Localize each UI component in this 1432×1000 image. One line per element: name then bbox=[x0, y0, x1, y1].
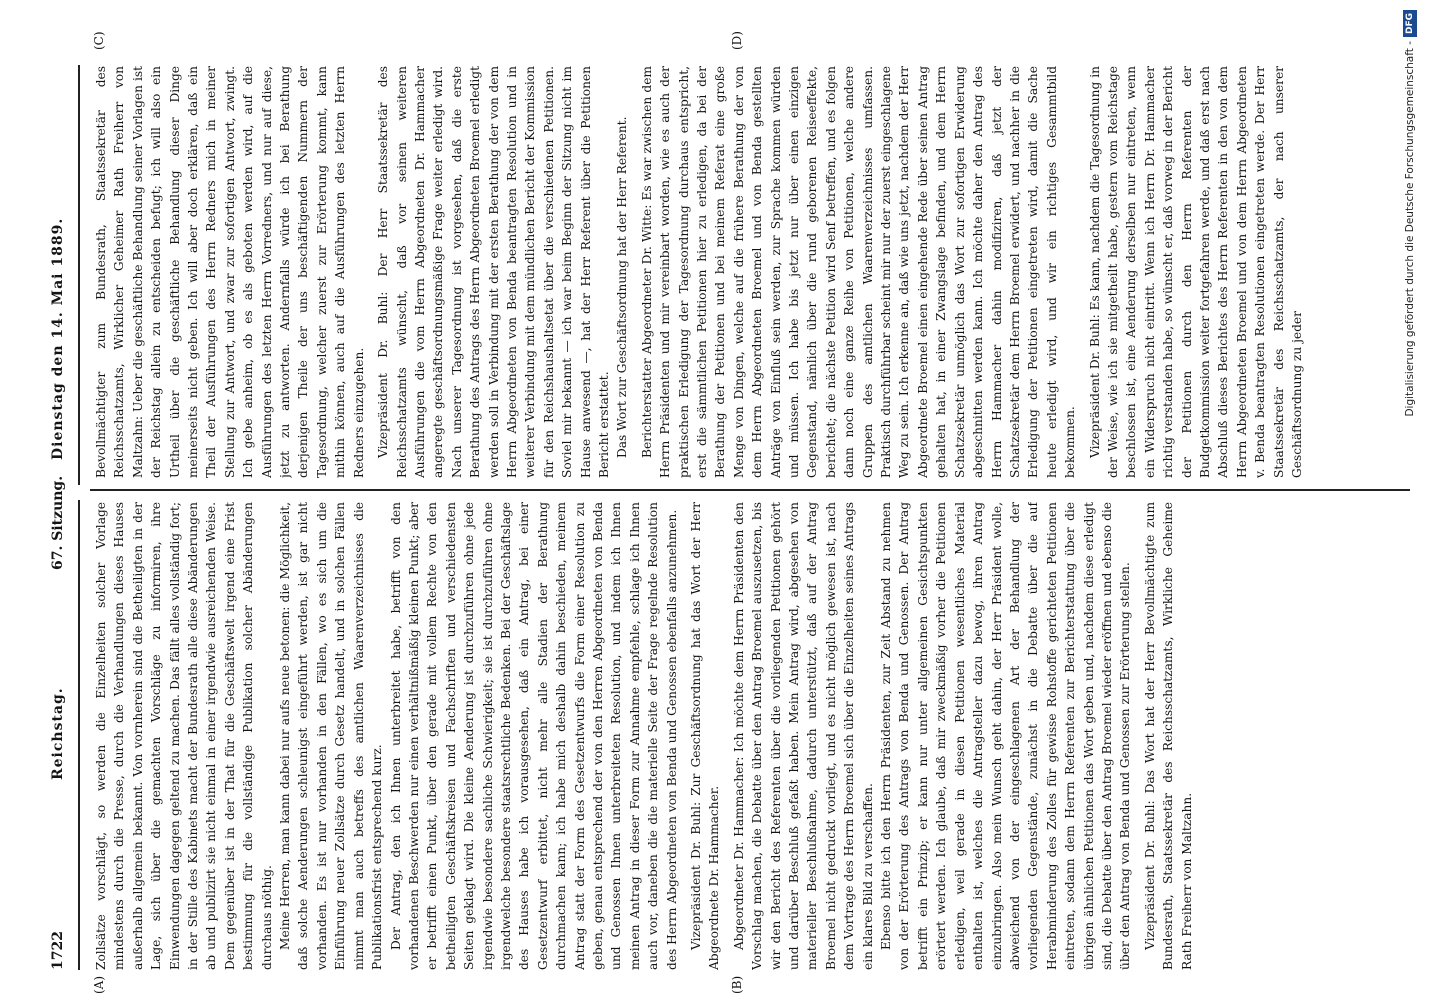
text-column-right bbox=[92, 66, 1422, 478]
page-header-right bbox=[50, 40, 80, 480]
paragraph: Vizepräsident Dr. Buhl: Der Herr Staatssekretär des Reichsschatzamts wünscht, daß vor seinen weiteren Ausführungen die vom Herrn Abgeordneten Dr. Hammacher angeregte geschäftsordnungsmäßige Frage weiter erledigt wird. Nach unserer Tagesordnung ist vorgesehen, daß die erste Berathung des Antrags des Herrn Abgeordneten Broemel erledigt werden soll in Verbindung mit der ersten Berathung der von dem Herrn Abgeordneten von Benda beantragten Resolution und in weiterer Verbindung mit dem mündlichen Bericht der Kommission für den Reichshaushaltsetat über die verschiedenen Petitionen. Soviel mir bekannt — ich war beim Beginn der Sitzung nicht im Hause anwesend —, hat der Herr Referent über die Petitionen Bericht erstattet. bbox=[376, 66, 611, 478]
paragraph: Abgeordneter Dr. Hammacher: Ich möchte dem Herrn Präsidenten den Vorschlag machen, die Debatte über den Antrag Broemel auszusetzen, bis wir den Bericht des Referenten über die vorliegenden Petitionen gehört und darüber Beschluß gefaßt haben. Mein Antrag wird, abgesehen von materieller Beschlußnahme, dadurch unterstützt, daß auf der Antrag Broemel nicht gedruckt vorliegt, und es nicht möglich gewesen ist, nach dem Vortrage des Herrn Broemel sich über die Einzelheiten seines Antrags ein klares Bild zu verschaffen. bbox=[731, 502, 875, 970]
credit-text: Digitalisierung gefördert durch die Deutsche Forschungsgemeinschaft - bbox=[1404, 41, 1416, 417]
paragraph: Vizepräsident Dr. Buhl: Zur Geschäftsordnung hat das Wort der Herr Abgeordnete Dr. Hammacher. bbox=[689, 502, 722, 970]
margin-label-b: (B) bbox=[730, 975, 744, 994]
dfg-logo: DFG bbox=[1403, 10, 1417, 37]
page-header-left bbox=[50, 450, 80, 970]
session-date: Dienstag den 14. Mai 1889. bbox=[50, 217, 66, 460]
paragraph: Das Wort zur Geschäftsordnung hat der Herr Referent. bbox=[615, 116, 630, 458]
text-column-left bbox=[92, 502, 1422, 970]
margin-label-d: (D) bbox=[730, 31, 744, 50]
paragraph: Zollsätze vorschlägt, so werden die Einzelheiten solcher Vorlage mindestens durch die Presse, durch die Verhandlungen dieses Hauses außerhalb allgemein bekannt. Von vornherein sind die Betheiligten in der Lage, sich über die gemachten Vorschläge zu informiren, ihre Einwendungen dagegen geltend zu machen. Das fällt alles vollständig fort; in der Stille des Kabinets macht der Bundesrath alle diese Abänderungen ab und publizirt sie nicht einmal in einer irgendwie ausreichenden Weise. Dem gegenüber ist in der That für die Geschäftswelt irgend eine Frist bestimmung für die vollständige Publikation solcher Abänderungen durchaus nöthig. bbox=[94, 502, 274, 970]
paragraph: Vizepräsident Dr. Buhl: Das Wort hat der Herr Bevollmächtigte zum Bundesrath, Staatssekretär des Reichsschatzamts, Wirkliche Geheime Rath Freiherr von Maltzahn. bbox=[1142, 502, 1194, 970]
column-divider bbox=[90, 489, 1410, 491]
paragraph: Der Antrag, den ich Ihnen unterbreitet habe, betrifft von den vorhandenen Beschwerden nur einen verhältnißmäßig kleinen Punkt; aber er betrifft einen Punkt, über den gerade mit vollem Rechte von den betheiligten Geschäftskreisen und Fachschriften und verschiedensten Seiten geklagt wird. Die kleine Aenderung ist durchzuführen ohne jede irgendwie besondere sachliche Schwierigkeit; sie ist durchzuführen ohne irgendwelche besondere staatsrechtliche Bedenken. Bei der Geschäftslage des Hauses habe ich vorausgesehen, daß ein Antrag, bei einer Gesetzentwurf erbittet, nicht mehr alle Stadien der Berathung durchmachen kann; ich habe mich deshalb dahin beschieden, meinem Antrag statt der Form des Gesetzentwurfs die Form einer Resolution zu geben, genau entsprechend der von den Herren Abgeordneten von Benda und Genossen Ihnen unterbreiteten Resolution, und indem ich Ihnen meinen Antrag in dieser Form zur Annahme empfehle, schlage ich Ihnen auch vor, daneben die die materielle Seite der Frage regelnde Resolution des Herrn Abgeordneten von Benda und Genossen ebenfalls anzunehmen. bbox=[388, 502, 679, 970]
margin-label-a: (A) bbox=[92, 975, 106, 994]
margin-label-c: (C) bbox=[92, 31, 106, 50]
paragraph: Vizepräsident Dr. Buhl: Es kann, nachdem die Tagesordnung in der Weise, wie ich sie mitgetheilt habe, gestern vom Reichstage beschlossen ist, eine Aenderung derselben nur eintreten, wenn ein Widerspruch nicht eintritt. Wenn ich Herrn Dr. Hammacher richtig verstanden habe, so wünscht er, daß vorweg in der Bericht der Petitionen durch den Herrn Referenten der Budgetkommission weiter fortgefahren werde, und daß erst nach Abschluß dieses Berichtes des Herrn Referenten in den von dem Herrn Abgeordneten Broemel und von dem Herrn Abgeordneten v. Benda beantragten Resolutionen eingetreten werde. Der Herr Staatssekretär des Reichsschatzamts, der nach unserer Geschäftsordnung zu jeder bbox=[1087, 66, 1304, 478]
publication-title: Reichstag. bbox=[50, 687, 66, 780]
header-rule-right bbox=[78, 65, 80, 485]
paragraph: Berichterstatter Abgeordneter Dr. Witte: Es war zwischen dem Herrn Präsidenten und mir vereinbart worden, wie es auch der praktischen Erledigung der Tagesordnung durchaus entspricht, erst die sämmtlichen Petitionen hier zu erledigen, da bei der Berathung der Petitionen und bei meinem Referat eine große Menge von Dingen, welche auf die frühere Berathung der von dem Herrn Abgeordneten Broemel und von Benda gestellten Anträge von Einfluß sein werden, zur Sprache kommen würden und müssen. Ich habe bis jetzt nur über einen einzigen Gegenstand, nämlich über die rund geborenen Reiseeffekte, berichtet; die nächste Petition wird Senf betreffen, und es folgen dann noch eine ganze Reihe von Petitionen, welche andere Gruppen des amtlichen Waarenverzeichnisses umfassen. Praktisch durchführbar scheint mir nur der zuerst eingeschlagene Weg zu sein. Ich erkenne an, daß wie uns jetzt, nachdem der Herr Abgeordnete Broemel einen eingehende Rede über seinen Antrag gehalten hat, in einer Zwangslage befinden, und dem Herrn Schatzsekretär unmöglich das Wort zur sofortigen Erwiderung abgeschnitten werden kann. Ich möchte daher den Antrag des Herrn Hammacher dahin modifiziren, daß jetzt der Schatzsekretär dem Herrn Broemel erwidert, und nachher in die Erledigung der Petitionen eingetreten wird, damit die Sache heute erledigt wird, und wir ein richtiges Gesammtbild bekommen. bbox=[639, 66, 1078, 478]
paragraph: Meine Herren, man kann dabei nur aufs neue betonen: die Möglichkeit, daß solche Aenderungen schleunigst eingeführt werden, ist gar nicht vorhanden. Es ist nur vorhanden in den Fällen, wo es sich um die Einführung neuer Zollsätze durch Gesetz handelt, und in solchen Fällen nimmt man auch betreffs des amtlichen Waarenverzeichnisses die Publikationsfrist entsprechend kurz. bbox=[278, 502, 385, 970]
header-rule-left bbox=[78, 500, 80, 970]
page-number: 1722 bbox=[50, 931, 66, 970]
paragraph: Ebenso bitte ich den Herrn Präsidenten, zur Zeit Abstand zu nehmen von der Erörterung des Antrags von Benda und Genossen. Der Antrag betrifft ein Prinzip; er kann nur unter allgemeinen Gesichtspunkten erörtert werden. Ich glaube, daß mir zweckmäßig vorher die Petitionen erledigen, weil gerade in diesen Petitionen wesentliches Material enthalten ist, welches die Antragsteller dazu bewog, ihren Antrag einzubringen. Also mein Wunsch geht dahin, der Herr Präsident wolle, abweichend von der eingeschlagenen Art der Behandlung der vorliegenden Gegenstände, zunächst in die Debatte über die auf Herabminderung des Zolles für gewisse Rohstoffe gerichteten Petitionen eintreten, sodann dem Herrn Referenten zur Berichterstattung über die übrigen ähnlichen Petitionen das Wort geben und, nachdem diese erledigt sind, die Debatte über den Antrag Broemel wieder eröffnen und ebenso die über den Antrag von Benda und Genossen zur Erörterung stellen. bbox=[879, 502, 1133, 970]
digitization-credit bbox=[1395, 10, 1425, 990]
paragraph: Bevollmächtigter zum Bundesrath, Staatssekretär des Reichsschatzamts, Wirklicher Geheimer Rath Freiherr von Maltzahn: Ueber die geschäftliche Behandlung seiner Vorlagen ist der Reichstag allein zu entscheiden befugt; ich will also ein Urtheil über die geschäftliche Behandlung dieser Dinge meinerseits nicht geben. Ich will aber doch erklären, daß ein Theil der Ausführungen des Herrn Redners mich in meiner Stellung zur Antwort, und zwar zur sofortigen Antwort, zwingt. Ich gebe anheim, ob es als geboten werden wird, auf die Ausführungen des letzten Herrn Vorredners, und nur auf diese, jetzt zu antworten. Andernfalls würde ich bei Berathung derjenigen Theile der uns beschäftigenden Nummern der Tagesordnung, welcher zuerst zur Erörterung kommt, kann mithin können, auch auf die Ausführungen des letzten Herrn Redners einzugehen. bbox=[94, 66, 366, 478]
session-label: 67. Sitzung. bbox=[50, 475, 66, 570]
